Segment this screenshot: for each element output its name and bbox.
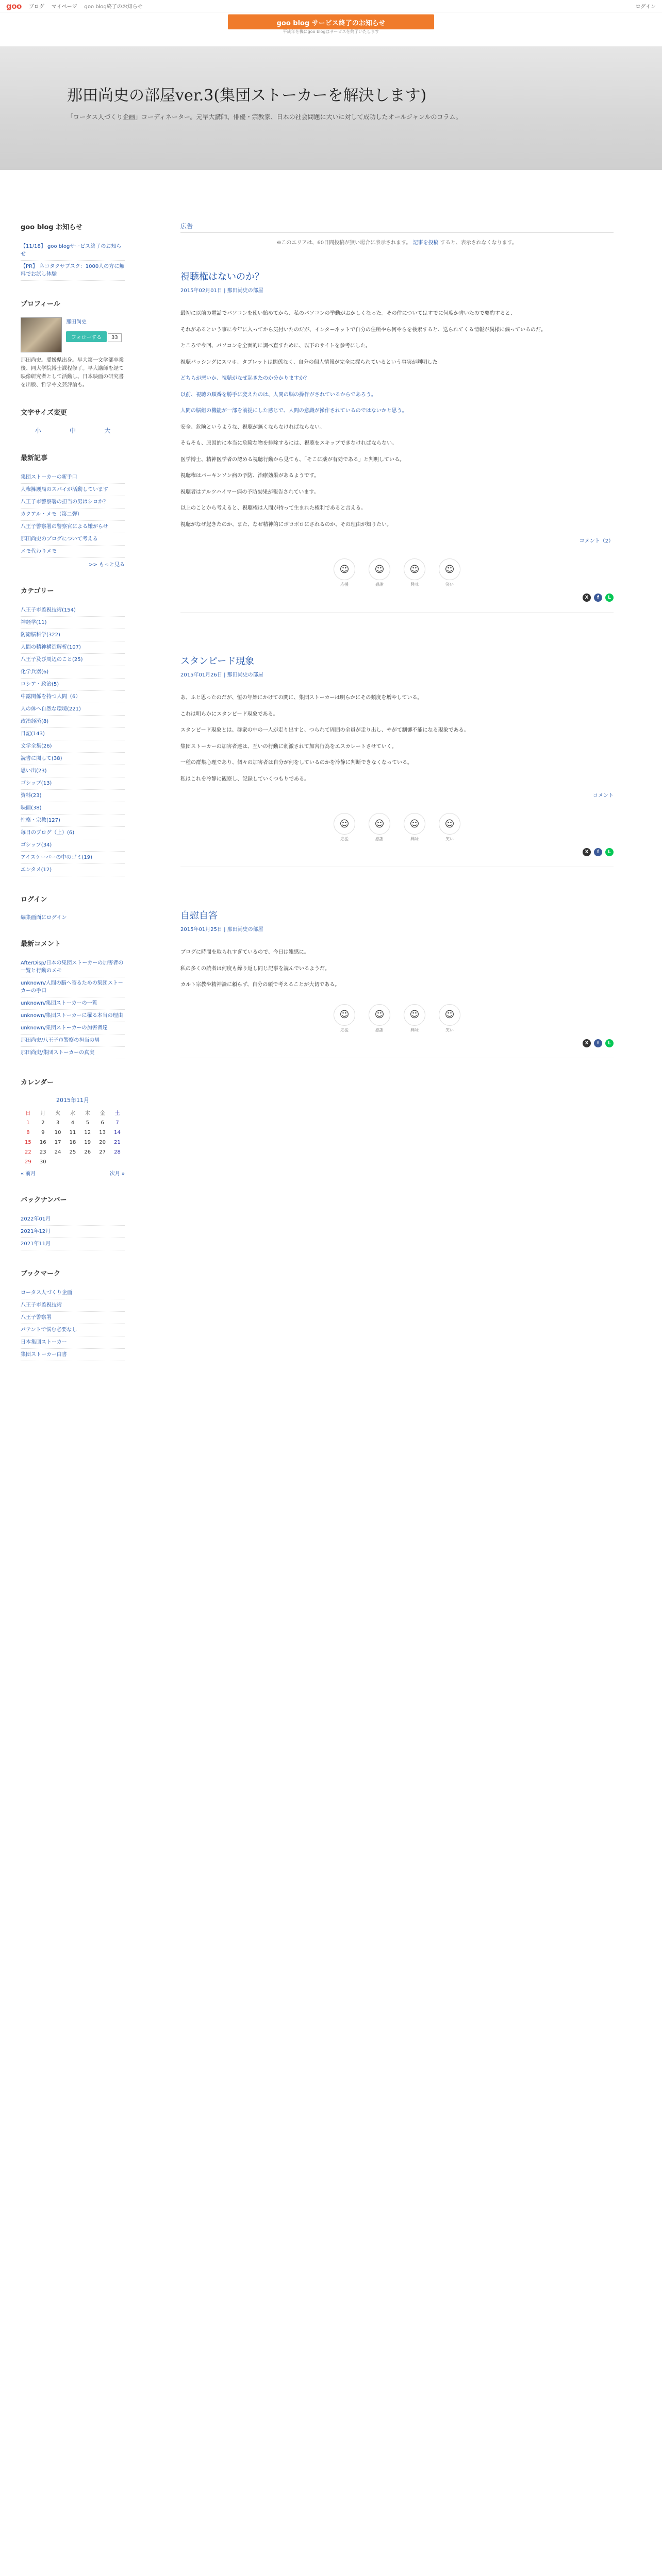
notice-item[interactable]: 【11/18】 goo blogサービス終了のお知らせ	[21, 241, 125, 261]
calendar-day	[95, 1157, 110, 1167]
calendar-day[interactable]: 24	[54, 1149, 61, 1155]
post-title[interactable]: 自慰自答	[180, 910, 218, 921]
reaction-button[interactable]	[404, 558, 425, 587]
x-share-icon[interactable]: X	[583, 1039, 591, 1047]
category-item[interactable]: 毎日のブログ（上）(6)	[21, 827, 125, 839]
reaction-button[interactable]	[369, 558, 390, 587]
backnumber-item[interactable]: 2022年01月	[21, 1213, 125, 1226]
category-item[interactable]: 資料(23)	[21, 790, 125, 802]
calendar-day[interactable]: 20	[99, 1140, 106, 1145]
calendar-day[interactable]: 17	[54, 1140, 61, 1145]
reaction-buttons	[180, 813, 614, 842]
reaction-button[interactable]	[369, 1004, 390, 1033]
reaction-button[interactable]	[334, 813, 355, 842]
calendar-day[interactable]: 7	[115, 1120, 119, 1126]
reaction-label: 興味	[410, 837, 419, 841]
calendar-day[interactable]: 15	[25, 1140, 31, 1145]
global-nav-mypage[interactable]: マイページ	[51, 4, 77, 10]
calendar-day[interactable]: 10	[54, 1130, 61, 1136]
line-share-icon[interactable]: L	[605, 594, 614, 602]
post-comment-link[interactable]: コメント（2）	[579, 538, 614, 544]
category-item[interactable]: アイスケーバーの中のゴミ(19)	[21, 852, 125, 864]
category-item[interactable]: 思い出(23)	[21, 765, 125, 777]
calendar-day	[110, 1157, 125, 1167]
category-item[interactable]: 八王子及び周辺のこと(25)	[21, 654, 125, 666]
category-item[interactable]: ゴシップ(34)	[21, 839, 125, 852]
post-date[interactable]: 2015年02月01日 | 那田尚史の部屋	[180, 288, 263, 294]
reaction-label: 笑い	[445, 582, 454, 587]
post-paragraph: スタンピード現象とは、群衆の中の一人が走り出すと、つられて周囲の全員が走り出し、やがて制御不能になる現象である。	[180, 727, 469, 733]
post-paragraph: 視聴がなぜ起きたのか、また、なぜ精神的にボロボロにされるのか、その理由が知りたい。	[180, 521, 392, 528]
global-header	[0, 0, 662, 12]
bookmark-item[interactable]: パテントで悩む必要なし	[21, 1324, 125, 1336]
reaction-icon: ☺	[334, 558, 355, 580]
recent-posts-block	[21, 452, 125, 568]
post-date[interactable]: 2015年01月25日 | 那田尚史の部屋	[180, 927, 263, 933]
calendar-day[interactable]: 13	[99, 1130, 106, 1136]
bookmark-item[interactable]: ロータス人づくり企画	[21, 1287, 125, 1299]
post-paragraph: 私の多くの読者は何度も繰り返し同じ記事を読んでいるようだ。	[180, 965, 330, 972]
post-comment-link[interactable]: コメント	[593, 793, 614, 799]
backnumber-list	[21, 1213, 125, 1250]
reaction-label: 興味	[410, 582, 419, 587]
reaction-button[interactable]	[439, 813, 460, 842]
calendar-day[interactable]: 30	[39, 1159, 46, 1165]
post-body	[180, 693, 614, 784]
calendar-weekday: 火	[55, 1111, 61, 1116]
reaction-icon: ☺	[369, 813, 390, 835]
ad-note	[180, 238, 614, 246]
post-paragraph: 安全、危険というような、視聴が無くならなければならない。	[180, 424, 325, 430]
calendar-day[interactable]: 22	[25, 1149, 31, 1155]
calendar-day[interactable]: 29	[25, 1159, 31, 1165]
global-nav-blog[interactable]: ブログ	[28, 4, 44, 10]
global-nav-notice[interactable]: goo blog終了のお知らせ	[84, 4, 143, 10]
post-paragraph: ところで今回、パソコンを全面的に調べ直すために、以下のサイトを参考にした。	[180, 343, 371, 349]
recent-posts-list	[21, 471, 125, 558]
recent-post-item[interactable]: 集団ストーカーの新手口	[21, 471, 125, 484]
ad-label: 広告	[180, 222, 614, 233]
post-paragraph: どちらが悪いか、視聴がなぜ起きたのか分かりますか？	[180, 376, 309, 381]
category-item[interactable]: 防衛脳科学(322)	[21, 629, 125, 641]
reaction-button[interactable]	[439, 1004, 460, 1033]
line-share-icon[interactable]: L	[605, 1039, 614, 1047]
calendar-day[interactable]: 3	[56, 1120, 60, 1126]
recent-comments-title: 最新コメント	[21, 940, 61, 948]
profile-title: プロフィール	[21, 300, 60, 308]
posts-container	[180, 269, 614, 1058]
reaction-buttons	[180, 1004, 614, 1033]
recent-post-item[interactable]: 人権擁護局のスパイが活動しています	[21, 484, 125, 496]
reaction-button[interactable]	[404, 813, 425, 842]
post-paragraph: 一種の群集心理であり、個々の加害者は自分が何をしているのかを冷静に判断できなくなっている。	[180, 760, 412, 766]
follow-count: 33	[108, 333, 122, 342]
category-item[interactable]: 政治経済(8)	[21, 716, 125, 728]
fontsize-block	[21, 407, 125, 435]
calendar-day[interactable]: 28	[114, 1149, 121, 1155]
reaction-icon: ☺	[439, 813, 460, 835]
calendar-day[interactable]: 5	[86, 1120, 89, 1126]
calendar-day[interactable]: 19	[84, 1140, 91, 1145]
calendar-month: 2015年11月	[56, 1097, 89, 1104]
profile-name[interactable]: 那田尚史	[66, 319, 87, 325]
category-item[interactable]: 八王子市監視技術(154)	[21, 604, 125, 617]
category-list	[21, 604, 125, 876]
facebook-share-icon[interactable]: f	[594, 848, 602, 856]
notices-title: goo blog お知らせ	[21, 224, 82, 231]
post-title[interactable]: 視聴権はないのか？	[180, 272, 264, 282]
calendar-weekday: 木	[85, 1111, 90, 1116]
category-item[interactable]: 中露関係を持つ人間（6）	[21, 691, 125, 703]
reaction-icon: ☺	[369, 558, 390, 580]
backnumber-title: バックナンバー	[21, 1196, 67, 1204]
reaction-icon: ☺	[404, 813, 425, 835]
recent-post-item[interactable]: 八王子警察署の警察官による嫌がらせ	[21, 521, 125, 533]
bookmark-item[interactable]: 日本集団ストーカー	[21, 1336, 125, 1349]
login-block	[21, 894, 125, 921]
post-title[interactable]: スタンピード現象	[180, 656, 255, 667]
reaction-label: 応援	[340, 837, 349, 841]
notice-item[interactable]: 【PR】 ネコタクサブスク：1000人の方に無料でお試し体験	[21, 261, 125, 281]
category-item[interactable]: 読書に関して(38)	[21, 753, 125, 765]
calendar-weekday: 水	[70, 1111, 75, 1116]
x-share-icon[interactable]: X	[583, 848, 591, 856]
post-paragraph: 集団ストーカーの加害者達は、互いの行動に刺激されて加害行為をエスカレートさせていく。	[180, 743, 397, 750]
calendar-weekday: 土	[114, 1111, 120, 1116]
blog-description: 「ロータス人づくり企画」コーディネーター。元早大講師、俳優・宗教家、日本の社会問題に大いに対して成功したオールジャンルのコラム。	[67, 113, 462, 121]
bookmark-block	[21, 1268, 125, 1361]
calendar-day[interactable]: 18	[69, 1140, 76, 1145]
post-paragraph: 最初に以前の電話でパソコンを使い始めてから、私のパソコンの挙動がおかしくなった。その件についてはすでに何度か書いたので要約すると、	[180, 311, 516, 316]
post-paragraph: 視聴パッシングにスマホ、タブレットは関係なく、自分の個人情報が完全に握られているという事実が判明した。	[180, 359, 443, 365]
category-item[interactable]: ロシア・政治(5)	[21, 679, 125, 691]
reaction-icon: ☺	[369, 1004, 390, 1026]
category-item[interactable]: 人間の精神構造解析(107)	[21, 641, 125, 654]
ad-note-text: ※このエリアは、60日間投稿が無い場合に表示されます。	[277, 240, 411, 246]
main-content	[180, 222, 614, 1099]
backnumber-block	[21, 1194, 125, 1250]
recent-post-item[interactable]: メモ代わりメモ	[21, 546, 125, 558]
category-title: カテゴリー	[21, 587, 54, 595]
post-paragraph: ブログに時間を取られすぎているので、今日は雑感に。	[180, 950, 309, 955]
ad-note-tail: すると、表示されなくなります。	[440, 240, 517, 246]
backnumber-item[interactable]: 2021年12月	[21, 1226, 125, 1238]
category-item[interactable]: 神経学(11)	[21, 617, 125, 629]
calendar-day[interactable]: 11	[69, 1130, 76, 1136]
bookmark-item[interactable]: 八王子警察署	[21, 1312, 125, 1324]
calendar-weekday: 日	[25, 1111, 31, 1116]
post-paragraph: カルト宗教や精神論に頼らず、自分の頭で考えることが大切である。	[180, 982, 340, 988]
calendar-day[interactable]: 26	[84, 1149, 91, 1155]
fontsize-large-button[interactable]: 大	[104, 427, 111, 434]
share-row	[180, 594, 614, 602]
profile-block	[21, 298, 125, 389]
calendar-day[interactable]: 23	[39, 1149, 46, 1155]
sidebar	[0, 222, 134, 1379]
post-article-link[interactable]: 記事を投稿	[412, 240, 439, 246]
reaction-label: 応援	[340, 1027, 349, 1032]
service-end-subtext: 平成年を機にgoo blogはサービスを終了いたします	[283, 29, 379, 34]
calendar-day[interactable]: 12	[84, 1130, 91, 1136]
post-paragraph: 視聴権はパーキンソン病の予防、治療効果があるようです。	[180, 473, 320, 479]
recent-comment-item[interactable]: AfterDisp/日本の集団ストーカーの加害者の一覧と行動のメモ	[21, 957, 125, 977]
calendar-day[interactable]: 21	[114, 1140, 121, 1145]
calendar-block	[21, 1077, 125, 1177]
calendar-day[interactable]: 27	[99, 1149, 106, 1155]
notices-block	[21, 222, 125, 281]
post-paragraph: 視聴者はアルツハイマー病の予防効果が報告されています。	[180, 489, 319, 495]
recent-more-link[interactable]: >> もっと見る	[89, 562, 125, 568]
category-item[interactable]: エンタメ(12)	[21, 864, 125, 876]
calendar-day	[80, 1157, 95, 1167]
reaction-label: 応援	[340, 582, 349, 587]
reaction-buttons	[180, 558, 614, 587]
category-item[interactable]: 映画(38)	[21, 802, 125, 815]
recent-comment-item[interactable]: unknown/集団ストーカーの一覧	[21, 997, 125, 1010]
recent-comment-item[interactable]: 那田尚史/八王子市警察の担当の男	[21, 1035, 125, 1047]
profile-text: 那田尚史。愛媛県出身。早大第一文学部卒業後、同大学院博士課程修了。早大講師を経て映像研究者として活動し、日本映画の研究書を出版、哲学や文芸評論も。	[21, 358, 124, 388]
reaction-icon: ☺	[439, 1004, 460, 1026]
category-item[interactable]: 日記(143)	[21, 728, 125, 740]
post-paragraph: そもそも、原因的に本当に危険な物を排除するには、視聴をスキップできなければならない。	[180, 440, 398, 446]
reaction-button[interactable]	[334, 1004, 355, 1033]
calendar-prev-link[interactable]: « 前月	[21, 1171, 36, 1177]
calendar-day[interactable]: 14	[114, 1130, 121, 1136]
post-paragraph: 人間の脳組の機能が一部を前提にした感じで、人間の意識が操作されているのではないかと思う。	[180, 408, 407, 414]
notices-list	[21, 241, 125, 281]
post-divider	[180, 612, 614, 613]
recent-post-item[interactable]: カクアル・メモ（第二弾）	[21, 509, 125, 521]
calendar-day	[65, 1157, 80, 1167]
calendar-day[interactable]: 9	[41, 1130, 45, 1136]
avatar	[21, 317, 62, 352]
reaction-label: 感謝	[375, 1027, 384, 1032]
calendar-next-link[interactable]: 次月 »	[109, 1171, 125, 1177]
post-paragraph: 以前、視聴の順番を勝手に変えたのは、人間の脳の操作がされているからであろう。	[180, 392, 376, 398]
reaction-icon: ☺	[334, 813, 355, 835]
calendar-day[interactable]: 6	[101, 1120, 104, 1126]
follow-button[interactable]: フォローする	[66, 331, 107, 342]
share-row	[180, 1039, 614, 1047]
blog-post	[180, 654, 614, 867]
reaction-button[interactable]	[369, 813, 390, 842]
reaction-button[interactable]	[404, 1004, 425, 1033]
calendar-title: カレンダー	[21, 1079, 54, 1087]
recent-comment-item[interactable]: unknown/人間の脳へ寄るための集団ストーカーの手口	[21, 977, 125, 997]
fontsize-medium-button[interactable]: 中	[69, 427, 76, 434]
bookmark-item[interactable]: 集団ストーカー白書	[21, 1349, 125, 1361]
backnumber-item[interactable]: 2021年11月	[21, 1238, 125, 1250]
reaction-icon: ☺	[334, 1004, 355, 1026]
recent-comments-list	[21, 957, 125, 1059]
service-end-banner[interactable]: goo blog サービス終了のお知らせ	[228, 14, 434, 29]
post-date[interactable]: 2015年01月26日 | 那田尚史の部屋	[180, 672, 263, 678]
share-row	[180, 848, 614, 856]
recent-posts-title: 最新記事	[21, 454, 48, 462]
recent-comment-item[interactable]: unknown/集団ストーカーの加害者達	[21, 1022, 125, 1035]
calendar-day[interactable]: 2	[41, 1120, 45, 1126]
reaction-label: 感謝	[375, 837, 384, 841]
reaction-icon: ☺	[404, 558, 425, 580]
calendar-day[interactable]: 8	[26, 1130, 30, 1136]
recent-post-item[interactable]: 八王子市警察署の担当の男はシロか？	[21, 496, 125, 509]
calendar-weekday: 月	[40, 1111, 46, 1116]
recent-comments-block	[21, 938, 125, 1059]
category-block	[21, 585, 125, 876]
calendar-day[interactable]: 16	[39, 1140, 46, 1145]
fontsize-small-button[interactable]: 小	[35, 427, 41, 434]
category-item[interactable]: 性格・宗教(127)	[21, 815, 125, 827]
post-paragraph: これは明らかにスタンピード現象である。	[180, 711, 278, 717]
bookmark-item[interactable]: 八王子市監視技術	[21, 1299, 125, 1312]
line-share-icon[interactable]: L	[605, 848, 614, 856]
post-paragraph: 私はこれを冷静に観察し、記録していくつもりである。	[180, 776, 309, 782]
post-paragraph: あ、ふと思ったのだが、恒の年始にかけての間に、集団ストーカーは明らかにその頻度を増やしている。	[180, 695, 423, 701]
calendar-table	[21, 1107, 125, 1167]
reaction-label: 笑い	[445, 1027, 454, 1032]
facebook-share-icon[interactable]: f	[594, 594, 602, 602]
category-item[interactable]: 化学兵器(6)	[21, 666, 125, 679]
blog-header	[0, 46, 662, 170]
login-link[interactable]: 編集画面にログイン	[21, 915, 67, 921]
post-paragraph: それがあるという事に今年に入ってから気付いたのだが、インターネットで自分の住所やら何やらを検索すると、送られてくる情報が異様に偏っているのだ。	[180, 327, 547, 333]
calendar-day	[51, 1157, 65, 1167]
post-body	[180, 309, 614, 529]
blog-post	[180, 908, 614, 1058]
reaction-label: 笑い	[445, 837, 454, 841]
recent-post-item[interactable]: 那田尚史のブログについて考える	[21, 533, 125, 546]
reaction-icon: ☺	[404, 1004, 425, 1026]
blog-post	[180, 269, 614, 613]
calendar-day[interactable]: 4	[71, 1120, 75, 1126]
calendar-day[interactable]: 25	[69, 1149, 76, 1155]
post-paragraph: 医学博士、精神医学者の認める視聴行動から見ても、「そこに薬が有効である」と判明している。	[180, 456, 405, 463]
calendar-day[interactable]: 1	[26, 1120, 30, 1126]
reaction-label: 興味	[410, 1027, 419, 1032]
category-item[interactable]: ゴシップ(13)	[21, 777, 125, 790]
bookmark-title: ブックマーク	[21, 1270, 61, 1278]
blog-title[interactable]: 那田尚史の部屋ver.3(集団ストーカーを解決します)	[67, 87, 427, 105]
reaction-button[interactable]	[439, 558, 460, 587]
recent-comment-item[interactable]: unknown/集団ストーカーに罹る本当の理由	[21, 1010, 125, 1022]
reaction-button[interactable]	[334, 558, 355, 587]
facebook-share-icon[interactable]: f	[594, 1039, 602, 1047]
post-body	[180, 948, 614, 990]
goo-logo[interactable]: goo	[6, 1, 22, 11]
reaction-icon: ☺	[439, 558, 460, 580]
category-item[interactable]: 文学全集(26)	[21, 740, 125, 753]
post-paragraph: 以上のことから考えると、視聴権は人間が持って生まれた権利であると言える。	[180, 505, 366, 511]
reaction-label: 感謝	[375, 582, 384, 587]
calendar-weekday: 金	[100, 1111, 105, 1116]
login-title: ログイン	[21, 896, 47, 904]
category-item[interactable]: 人の体へ自然な環境(221)	[21, 703, 125, 716]
x-share-icon[interactable]: X	[583, 594, 591, 602]
fontsize-title: 文字サイズ変更	[21, 409, 67, 417]
recent-comment-item[interactable]: 那田尚史/集団ストーカーの真実	[21, 1047, 125, 1059]
global-nav-login[interactable]: ログイン	[635, 4, 656, 10]
bookmark-list	[21, 1287, 125, 1361]
